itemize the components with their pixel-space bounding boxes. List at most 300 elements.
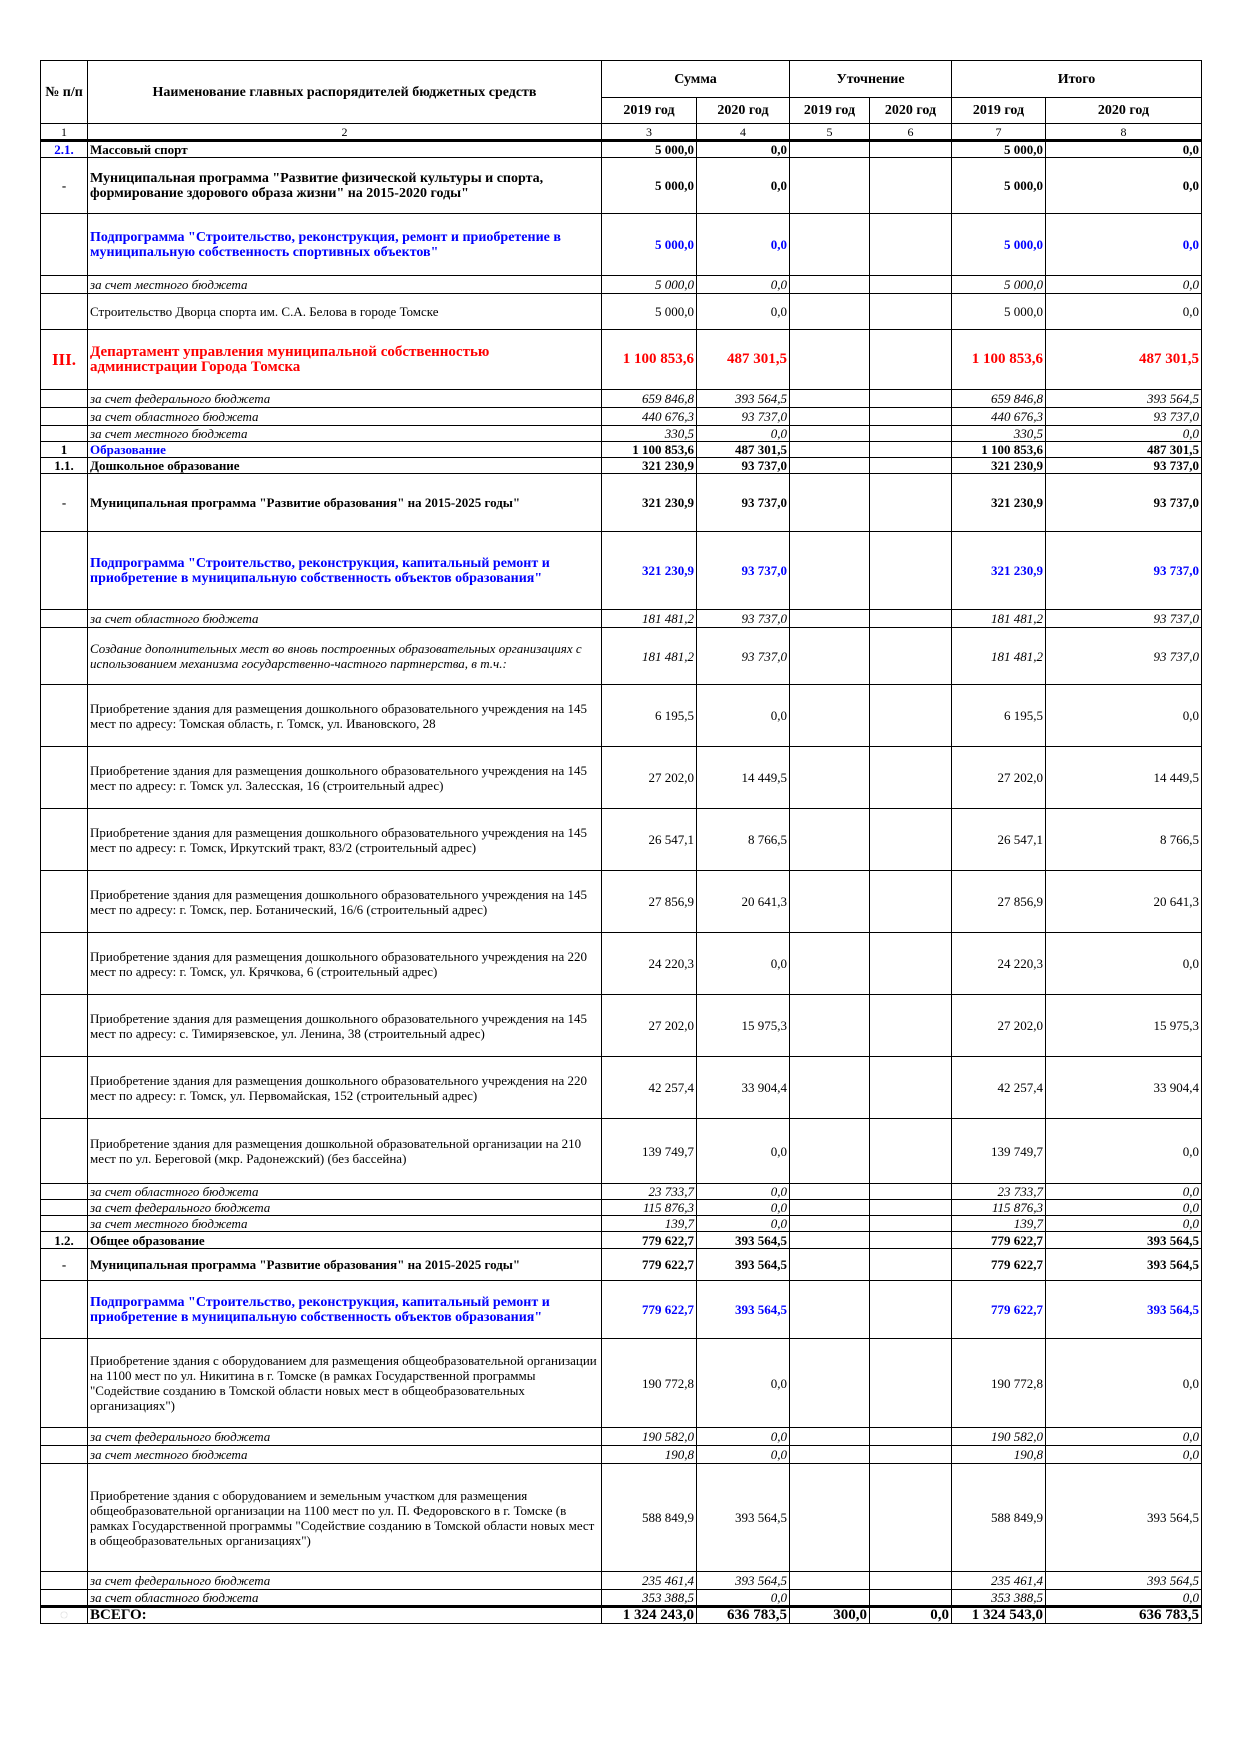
- adj-2019: [790, 294, 870, 330]
- sum-2020: 0,0: [697, 1590, 790, 1607]
- row-name: Образование: [88, 442, 602, 458]
- sum-2019: 42 257,4: [602, 1057, 697, 1119]
- table-row: [41, 458, 1202, 474]
- row-number: [41, 1200, 88, 1216]
- adj-2020: [870, 1446, 952, 1464]
- sum-2019: 27 202,0: [602, 747, 697, 809]
- adj-2019: [790, 933, 870, 995]
- table-row: [41, 1057, 1202, 1119]
- adj-2019: [790, 1464, 870, 1572]
- adj-2020: [870, 995, 952, 1057]
- column-number: 8: [1046, 124, 1202, 141]
- table-row: [41, 871, 1202, 933]
- table-row: [41, 474, 1202, 532]
- adj-2019: [790, 141, 870, 158]
- total-2019: 181 481,2: [952, 610, 1046, 628]
- total-2019: 5 000,0: [952, 294, 1046, 330]
- total-2019: 321 230,9: [952, 532, 1046, 610]
- adj-2019: [790, 685, 870, 747]
- sum-2019: 1 100 853,6: [602, 442, 697, 458]
- adj-2019: [790, 1119, 870, 1184]
- row-number: [41, 276, 88, 294]
- total-2020: 393 564,5: [1046, 1281, 1202, 1339]
- total-2020: 0,0: [1046, 685, 1202, 747]
- total-total-2020: 636 783,5: [1046, 1607, 1202, 1624]
- total-2020: 93 737,0: [1046, 532, 1202, 610]
- total-2020: 0,0: [1046, 1119, 1202, 1184]
- row-number: [41, 1428, 88, 1446]
- total-2020: 0,0: [1046, 1446, 1202, 1464]
- header-adjustment: Уточнение: [790, 61, 952, 98]
- total-2019: 23 733,7: [952, 1184, 1046, 1200]
- sum-2020: 0,0: [697, 933, 790, 995]
- total-2019: 27 202,0: [952, 995, 1046, 1057]
- row-name: Приобретение здания для размещения дошкольного образовательного учреждения на 145 мест по адресу: г. Томск, Иркутский тракт, 83/2 (строительный адрес): [88, 809, 602, 871]
- sum-2019: 321 230,9: [602, 474, 697, 532]
- total-2019: 321 230,9: [952, 458, 1046, 474]
- adj-2019: [790, 408, 870, 426]
- total-2020: 93 737,0: [1046, 408, 1202, 426]
- sum-2019: 24 220,3: [602, 933, 697, 995]
- column-number: 5: [790, 124, 870, 141]
- row-name: Приобретение здания для размещения дошкольной образовательной организации на 210 мест по ул. Береговой (мкр. Радонежский) (без бассейна): [88, 1119, 602, 1184]
- total-2019: 6 195,5: [952, 685, 1046, 747]
- row-number: [41, 1216, 88, 1232]
- table-row: [41, 330, 1202, 390]
- table-row: [41, 933, 1202, 995]
- total-2019: 440 676,3: [952, 408, 1046, 426]
- row-number: [41, 1339, 88, 1428]
- header-total: Итого: [952, 61, 1202, 98]
- row-number: -: [41, 158, 88, 214]
- table-row: [41, 1428, 1202, 1446]
- table-row: [41, 1590, 1202, 1607]
- sum-2019: 779 622,7: [602, 1281, 697, 1339]
- row-number: [41, 1590, 88, 1607]
- sum-2020: 0,0: [697, 685, 790, 747]
- total-2020: 487 301,5: [1046, 330, 1202, 390]
- table-row: [41, 747, 1202, 809]
- row-name: Подпрограмма "Строительство, реконструкция, капитальный ремонт и приобретение в муниципальную собственность объектов образования": [88, 1281, 602, 1339]
- row-number: [41, 809, 88, 871]
- sum-2019: 1 100 853,6: [602, 330, 697, 390]
- adj-2019: [790, 474, 870, 532]
- sum-2020: 93 737,0: [697, 408, 790, 426]
- total-2019: 5 000,0: [952, 214, 1046, 276]
- row-name: Приобретение здания для размещения дошкольного образовательного учреждения на 220 мест по адресу: г. Томск, ул. Крячкова, 6 (строительный адрес): [88, 933, 602, 995]
- total-2020: 0,0: [1046, 214, 1202, 276]
- row-number: [41, 628, 88, 685]
- total-2020: 0,0: [1046, 1339, 1202, 1428]
- sum-2019: 6 195,5: [602, 685, 697, 747]
- sum-2019: 27 856,9: [602, 871, 697, 933]
- total-2020: 20 641,3: [1046, 871, 1202, 933]
- table-row: [41, 1249, 1202, 1281]
- row-number: [41, 995, 88, 1057]
- total-2019: 321 230,9: [952, 474, 1046, 532]
- adj-2020: [870, 871, 952, 933]
- row-number: [41, 747, 88, 809]
- row-name: Приобретение здания для размещения дошкольного образовательного учреждения на 145 мест по адресу: г. Томск ул. Залесская, 16 (строительный адрес): [88, 747, 602, 809]
- row-number: [41, 408, 88, 426]
- adj-2019: [790, 747, 870, 809]
- adj-2020: [870, 1281, 952, 1339]
- total-row-marker: [41, 1607, 88, 1624]
- sum-2020: 393 564,5: [697, 1249, 790, 1281]
- row-name: Массовый спорт: [88, 141, 602, 158]
- table-row: [41, 1200, 1202, 1216]
- total-2020: 0,0: [1046, 294, 1202, 330]
- row-name: Приобретение здания с оборудованием и земельным участком для размещения общеобразовательной организации на 1100 мест по ул. П. Федоровского в г. Томске (в рамках Государственной программы "Содействие созданию в Томской области новых мест в общеобразовательных организациях"): [88, 1464, 602, 1572]
- adj-2020: [870, 408, 952, 426]
- row-name: Создание дополнительных мест во вновь построенных образовательных организациях с использованием механизма государственно-частного партнерства, в т.ч.:: [88, 628, 602, 685]
- sum-2020: 393 564,5: [697, 1464, 790, 1572]
- sum-2020: 393 564,5: [697, 1572, 790, 1590]
- adj-2019: [790, 214, 870, 276]
- adj-2020: [870, 474, 952, 532]
- table-row: [41, 1572, 1202, 1590]
- sum-2020: 93 737,0: [697, 474, 790, 532]
- total-2019: 588 849,9: [952, 1464, 1046, 1572]
- budget-table-sheet: [40, 60, 1201, 1624]
- sum-2020: 393 564,5: [697, 1232, 790, 1249]
- table-row: [41, 390, 1202, 408]
- sum-2019: 588 849,9: [602, 1464, 697, 1572]
- sum-2020: 93 737,0: [697, 458, 790, 474]
- total-2019: 5 000,0: [952, 276, 1046, 294]
- total-2019: 779 622,7: [952, 1232, 1046, 1249]
- adj-2020: [870, 458, 952, 474]
- row-name: за счет местного бюджета: [88, 276, 602, 294]
- adj-2019: [790, 426, 870, 442]
- adj-2019: [790, 276, 870, 294]
- total-2019: 139,7: [952, 1216, 1046, 1232]
- adj-2020: [870, 532, 952, 610]
- adj-2020: [870, 1464, 952, 1572]
- total-2020: 0,0: [1046, 1428, 1202, 1446]
- total-2019: 27 202,0: [952, 747, 1046, 809]
- total-label: ВСЕГО:: [88, 1607, 602, 1624]
- total-2020: 0,0: [1046, 1184, 1202, 1200]
- row-number: 2.1.: [41, 141, 88, 158]
- adj-2020: [870, 628, 952, 685]
- column-number: 3: [602, 124, 697, 141]
- adj-2019: [790, 871, 870, 933]
- total-total-2019: 1 324 543,0: [952, 1607, 1046, 1624]
- table-row: [41, 158, 1202, 214]
- table-row: [41, 408, 1202, 426]
- adj-2019: [790, 1446, 870, 1464]
- adj-2019: [790, 458, 870, 474]
- total-2019: 659 846,8: [952, 390, 1046, 408]
- row-name: за счет областного бюджета: [88, 408, 602, 426]
- adj-2019: [790, 1428, 870, 1446]
- adj-2020: [870, 933, 952, 995]
- adj-2020: [870, 1119, 952, 1184]
- column-number: 6: [870, 124, 952, 141]
- sum-2020: 33 904,4: [697, 1057, 790, 1119]
- sum-2019: 181 481,2: [602, 610, 697, 628]
- header-sum: Сумма: [602, 61, 790, 98]
- row-name: за счет областного бюджета: [88, 1184, 602, 1200]
- total-sum-2020: 636 783,5: [697, 1607, 790, 1624]
- total-2019: 115 876,3: [952, 1200, 1046, 1216]
- column-number: 1: [41, 124, 88, 141]
- sum-2019: 5 000,0: [602, 214, 697, 276]
- sum-2019: 659 846,8: [602, 390, 697, 408]
- adj-2020: [870, 1200, 952, 1216]
- sum-2020: 20 641,3: [697, 871, 790, 933]
- table-row: [41, 214, 1202, 276]
- row-name: Подпрограмма "Строительство, реконструкция, капитальный ремонт и приобретение в муниципальную собственность объектов образования": [88, 532, 602, 610]
- sum-2020: 93 737,0: [697, 610, 790, 628]
- adj-2020: [870, 214, 952, 276]
- total-2019: 5 000,0: [952, 158, 1046, 214]
- sum-2020: 93 737,0: [697, 628, 790, 685]
- adj-2020: [870, 276, 952, 294]
- sum-2020: 0,0: [697, 426, 790, 442]
- adj-2020: [870, 1249, 952, 1281]
- sum-2020: 0,0: [697, 141, 790, 158]
- row-number: 1.1.: [41, 458, 88, 474]
- table-row: [41, 532, 1202, 610]
- adj-2020: [870, 747, 952, 809]
- row-number: [41, 1119, 88, 1184]
- table-row: [41, 1232, 1202, 1249]
- sum-2019: 779 622,7: [602, 1232, 697, 1249]
- total-2020: 0,0: [1046, 1216, 1202, 1232]
- sum-2019: 321 230,9: [602, 532, 697, 610]
- row-number: [41, 426, 88, 442]
- total-2020: 93 737,0: [1046, 628, 1202, 685]
- header-adj-2020: 2020 год: [870, 98, 952, 124]
- row-number: [41, 1281, 88, 1339]
- row-name: за счет местного бюджета: [88, 1446, 602, 1464]
- sum-2019: 23 733,7: [602, 1184, 697, 1200]
- sum-2019: 115 876,3: [602, 1200, 697, 1216]
- row-name: Приобретение здания для размещения дошкольного образовательного учреждения на 145 мест по адресу: Томская область, г. Томск, ул. Ивановского, 28: [88, 685, 602, 747]
- sum-2019: 5 000,0: [602, 141, 697, 158]
- table-row: [41, 1216, 1202, 1232]
- table-row: [41, 685, 1202, 747]
- total-2020: 15 975,3: [1046, 995, 1202, 1057]
- dotted-circle-icon: ◌: [59, 1608, 69, 1623]
- adj-2020: [870, 1232, 952, 1249]
- sum-2020: 0,0: [697, 1119, 790, 1184]
- table-row: [41, 1281, 1202, 1339]
- table-row: [41, 1464, 1202, 1572]
- total-2019: 190,8: [952, 1446, 1046, 1464]
- adj-2020: [870, 1184, 952, 1200]
- total-2019: 27 856,9: [952, 871, 1046, 933]
- total-2020: 93 737,0: [1046, 610, 1202, 628]
- sum-2020: 0,0: [697, 1216, 790, 1232]
- adj-2020: [870, 610, 952, 628]
- sum-2020: 0,0: [697, 1428, 790, 1446]
- total-2020: 0,0: [1046, 1200, 1202, 1216]
- total-row: [41, 1607, 1202, 1624]
- row-number: III.: [41, 330, 88, 390]
- sum-2020: 0,0: [697, 1200, 790, 1216]
- sum-2020: 393 564,5: [697, 1281, 790, 1339]
- row-name: Приобретение здания с оборудованием для размещения общеобразовательной организации на 1100 мест по ул. Никитина в г. Томске (в рамках Государственной программы "Содействие созданию в Томской области новых мест в общеобразовательных организациях"): [88, 1339, 602, 1428]
- row-number: [41, 933, 88, 995]
- row-number: [41, 610, 88, 628]
- sum-2020: 0,0: [697, 276, 790, 294]
- adj-2020: [870, 685, 952, 747]
- row-name: Дошкольное образование: [88, 458, 602, 474]
- sum-2019: 190,8: [602, 1446, 697, 1464]
- header-no: № п/п: [41, 61, 88, 124]
- adj-2020: [870, 141, 952, 158]
- row-number: [41, 390, 88, 408]
- adj-2020: [870, 1590, 952, 1607]
- adj-2019: [790, 1572, 870, 1590]
- column-number: 2: [88, 124, 602, 141]
- total-2020: 0,0: [1046, 426, 1202, 442]
- total-2020: 0,0: [1046, 158, 1202, 214]
- total-2020: 0,0: [1046, 933, 1202, 995]
- budget-table: [40, 60, 1202, 1624]
- sum-2019: 330,5: [602, 426, 697, 442]
- total-2019: 190 772,8: [952, 1339, 1046, 1428]
- adj-2020: [870, 442, 952, 458]
- adj-2019: [790, 628, 870, 685]
- adj-2019: [790, 1590, 870, 1607]
- adj-2019: [790, 158, 870, 214]
- row-name: Департамент управления муниципальной собственностью администрации Города Томска: [88, 330, 602, 390]
- row-number: [41, 532, 88, 610]
- adj-2019: [790, 809, 870, 871]
- sum-2020: 393 564,5: [697, 390, 790, 408]
- sum-2019: 190 582,0: [602, 1428, 697, 1446]
- sum-2020: 93 737,0: [697, 532, 790, 610]
- total-2020: 393 564,5: [1046, 1464, 1202, 1572]
- total-2019: 42 257,4: [952, 1057, 1046, 1119]
- row-number: 1: [41, 442, 88, 458]
- row-name: Приобретение здания для размещения дошкольного образовательного учреждения на 145 мест по адресу: г. Томск, пер. Ботанический, 16/6 (строительный адрес): [88, 871, 602, 933]
- row-name: Муниципальная программа "Развитие образования" на 2015-2025 годы": [88, 1249, 602, 1281]
- row-number: [41, 1446, 88, 1464]
- total-2020: 0,0: [1046, 141, 1202, 158]
- adj-2019: [790, 1232, 870, 1249]
- header-adj-2019: 2019 год: [790, 98, 870, 124]
- column-number: 4: [697, 124, 790, 141]
- table-row: [41, 141, 1202, 158]
- total-2020: 93 737,0: [1046, 474, 1202, 532]
- total-2019: 779 622,7: [952, 1281, 1046, 1339]
- table-row: [41, 1184, 1202, 1200]
- table-row: [41, 276, 1202, 294]
- adj-2019: [790, 1281, 870, 1339]
- total-2020: 0,0: [1046, 1590, 1202, 1607]
- sum-2019: 321 230,9: [602, 458, 697, 474]
- row-name: за счет местного бюджета: [88, 1216, 602, 1232]
- sum-2019: 139,7: [602, 1216, 697, 1232]
- sum-2020: 15 975,3: [697, 995, 790, 1057]
- total-2019: 1 100 853,6: [952, 442, 1046, 458]
- row-number: [41, 214, 88, 276]
- table-row: [41, 995, 1202, 1057]
- row-number: [41, 685, 88, 747]
- row-number: [41, 871, 88, 933]
- sum-2019: 235 461,4: [602, 1572, 697, 1590]
- table-row: [41, 610, 1202, 628]
- row-name: Строительство Дворца спорта им. С.А. Белова в городе Томске: [88, 294, 602, 330]
- total-2019: 330,5: [952, 426, 1046, 442]
- total-2019: 26 547,1: [952, 809, 1046, 871]
- table-row: [41, 426, 1202, 442]
- sum-2020: 0,0: [697, 1446, 790, 1464]
- sum-2019: 353 388,5: [602, 1590, 697, 1607]
- adj-2019: [790, 330, 870, 390]
- sum-2019: 190 772,8: [602, 1339, 697, 1428]
- row-name: Муниципальная программа "Развитие образования" на 2015-2025 годы": [88, 474, 602, 532]
- adj-2019: [790, 995, 870, 1057]
- table-body: [41, 141, 1202, 1607]
- sum-2020: 8 766,5: [697, 809, 790, 871]
- total-adj-2019: 300,0: [790, 1607, 870, 1624]
- table-row: [41, 442, 1202, 458]
- adj-2020: [870, 390, 952, 408]
- adj-2019: [790, 532, 870, 610]
- adj-2020: [870, 1339, 952, 1428]
- header-sum-2019: 2019 год: [602, 98, 697, 124]
- row-name: за счет федерального бюджета: [88, 1200, 602, 1216]
- header-total-2019: 2019 год: [952, 98, 1046, 124]
- total-2020: 393 564,5: [1046, 1232, 1202, 1249]
- sum-2019: 5 000,0: [602, 158, 697, 214]
- row-name: Приобретение здания для размещения дошкольного образовательного учреждения на 145 мест по адресу: с. Тимирязевское, ул. Ленина, 38 (строительный адрес): [88, 995, 602, 1057]
- total-2019: 235 461,4: [952, 1572, 1046, 1590]
- total-2020: 393 564,5: [1046, 1249, 1202, 1281]
- column-number-row: [41, 124, 1202, 141]
- row-name: за счет федерального бюджета: [88, 1572, 602, 1590]
- sum-2019: 779 622,7: [602, 1249, 697, 1281]
- row-number: [41, 1464, 88, 1572]
- adj-2019: [790, 1339, 870, 1428]
- row-name: за счет местного бюджета: [88, 426, 602, 442]
- header-sum-2020: 2020 год: [697, 98, 790, 124]
- row-number: [41, 294, 88, 330]
- row-name: Приобретение здания для размещения дошкольного образовательного учреждения на 220 мест по адресу: г. Томск, ул. Первомайская, 152 (строительный адрес): [88, 1057, 602, 1119]
- sum-2019: 181 481,2: [602, 628, 697, 685]
- total-2019: 1 100 853,6: [952, 330, 1046, 390]
- adj-2019: [790, 1057, 870, 1119]
- sum-2020: 487 301,5: [697, 442, 790, 458]
- row-number: [41, 1572, 88, 1590]
- row-name: Общее образование: [88, 1232, 602, 1249]
- sum-2020: 0,0: [697, 214, 790, 276]
- adj-2019: [790, 1216, 870, 1232]
- adj-2020: [870, 330, 952, 390]
- sum-2019: 27 202,0: [602, 995, 697, 1057]
- sum-2020: 0,0: [697, 294, 790, 330]
- header-total-2020: 2020 год: [1046, 98, 1202, 124]
- header-name: Наименование главных распорядителей бюджетных средств: [88, 61, 602, 124]
- row-name: за счет федерального бюджета: [88, 1428, 602, 1446]
- row-number: 1.2.: [41, 1232, 88, 1249]
- row-name: за счет областного бюджета: [88, 1590, 602, 1607]
- adj-2020: [870, 1057, 952, 1119]
- sum-2019: 139 749,7: [602, 1119, 697, 1184]
- sum-2019: 5 000,0: [602, 276, 697, 294]
- sum-2019: 440 676,3: [602, 408, 697, 426]
- total-2020: 8 766,5: [1046, 809, 1202, 871]
- total-2019: 190 582,0: [952, 1428, 1046, 1446]
- sum-2020: 0,0: [697, 158, 790, 214]
- sum-2020: 0,0: [697, 1184, 790, 1200]
